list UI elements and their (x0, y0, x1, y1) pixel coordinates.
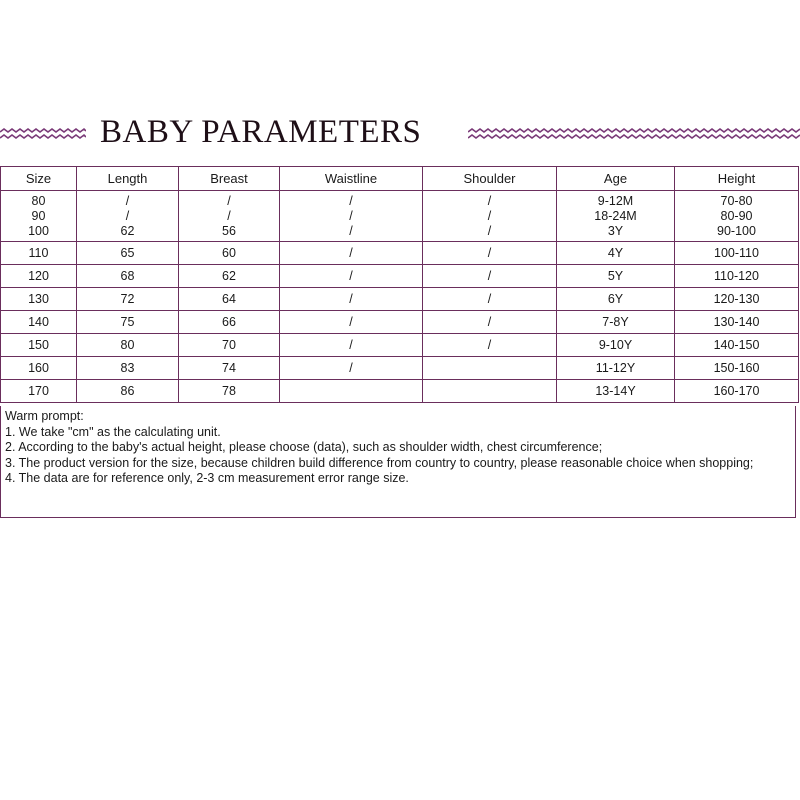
cell-waistline: / (280, 357, 423, 380)
cell-age: 13-14Y (557, 380, 675, 403)
cell-length: 72 (77, 288, 179, 311)
cell-breast: 74 (179, 357, 280, 380)
note-item: 4. The data are for reference only, 2-3 cm measurement error range size. (5, 471, 409, 485)
cell-age: 7-8Y (557, 311, 675, 334)
cell-shoulder: / / / (423, 191, 557, 242)
size-table (0, 166, 799, 403)
cell-age: 9-10Y (557, 334, 675, 357)
note-item: 2. According to the baby's actual height, please choose (data), such as shoulder width, chest circumference; (5, 440, 603, 454)
cell-breast: 78 (179, 380, 280, 403)
cell-length: 65 (77, 242, 179, 265)
cell-breast: / / 56 (179, 191, 280, 242)
cell-length: 83 (77, 357, 179, 380)
cell-size: 170 (1, 380, 77, 403)
header-size: Size (1, 167, 77, 191)
cell-length: / / 62 (77, 191, 179, 242)
table-row (1, 334, 799, 357)
cell-size: 130 (1, 288, 77, 311)
cell-age: 11-12Y (557, 357, 675, 380)
cell-waistline: / (280, 311, 423, 334)
table-row (1, 288, 799, 311)
cell-waistline (280, 380, 423, 403)
cell-shoulder: / (423, 288, 557, 311)
warm-prompt-notes (0, 406, 796, 518)
table-row (1, 380, 799, 403)
cell-size: 120 (1, 265, 77, 288)
header-length: Length (77, 167, 179, 191)
cell-shoulder: / (423, 265, 557, 288)
header-height: Height (675, 167, 799, 191)
cell-shoulder: / (423, 242, 557, 265)
table-header-row (1, 167, 799, 191)
cell-shoulder (423, 357, 557, 380)
cell-height: 110-120 (675, 265, 799, 288)
cell-waistline: / (280, 334, 423, 357)
cell-breast: 66 (179, 311, 280, 334)
cell-waistline: / (280, 265, 423, 288)
cell-age: 9-12M 18-24M 3Y (557, 191, 675, 242)
table-row (1, 265, 799, 288)
cell-age: 5Y (557, 265, 675, 288)
zigzag-decoration-right (468, 127, 800, 141)
cell-shoulder: / (423, 334, 557, 357)
cell-height: 130-140 (675, 311, 799, 334)
cell-size: 140 (1, 311, 77, 334)
cell-waistline: / (280, 242, 423, 265)
cell-height: 100-110 (675, 242, 799, 265)
cell-waistline: / / / (280, 191, 423, 242)
cell-size: 80 90 100 (1, 191, 77, 242)
cell-waistline: / (280, 288, 423, 311)
cell-breast: 64 (179, 288, 280, 311)
page-title: BABY PARAMETERS (100, 114, 422, 150)
cell-shoulder: / (423, 311, 557, 334)
title-row (0, 112, 800, 156)
header-breast: Breast (179, 167, 280, 191)
cell-age: 4Y (557, 242, 675, 265)
cell-size: 150 (1, 334, 77, 357)
cell-size: 160 (1, 357, 77, 380)
table-row (1, 242, 799, 265)
cell-height: 160-170 (675, 380, 799, 403)
cell-shoulder (423, 380, 557, 403)
table-row (1, 191, 799, 242)
zigzag-decoration-left (0, 127, 86, 141)
header-waistline: Waistline (280, 167, 423, 191)
cell-length: 68 (77, 265, 179, 288)
cell-size: 110 (1, 242, 77, 265)
cell-length: 75 (77, 311, 179, 334)
cell-height: 150-160 (675, 357, 799, 380)
cell-height: 120-130 (675, 288, 799, 311)
table-row (1, 357, 799, 380)
cell-breast: 62 (179, 265, 280, 288)
cell-breast: 60 (179, 242, 280, 265)
notes-heading: Warm prompt: (5, 409, 84, 423)
note-item: 1. We take "cm" as the calculating unit. (5, 424, 221, 439)
header-age: Age (557, 167, 675, 191)
cell-height: 140-150 (675, 334, 799, 357)
cell-age: 6Y (557, 288, 675, 311)
header-shoulder: Shoulder (423, 167, 557, 191)
cell-height: 70-80 80-90 90-100 (675, 191, 799, 242)
cell-length: 80 (77, 334, 179, 357)
cell-breast: 70 (179, 334, 280, 357)
cell-length: 86 (77, 380, 179, 403)
table-row (1, 311, 799, 334)
note-item: 3. The product version for the size, because children build difference from country to country, please reasonable choice when shopping; (5, 455, 754, 470)
